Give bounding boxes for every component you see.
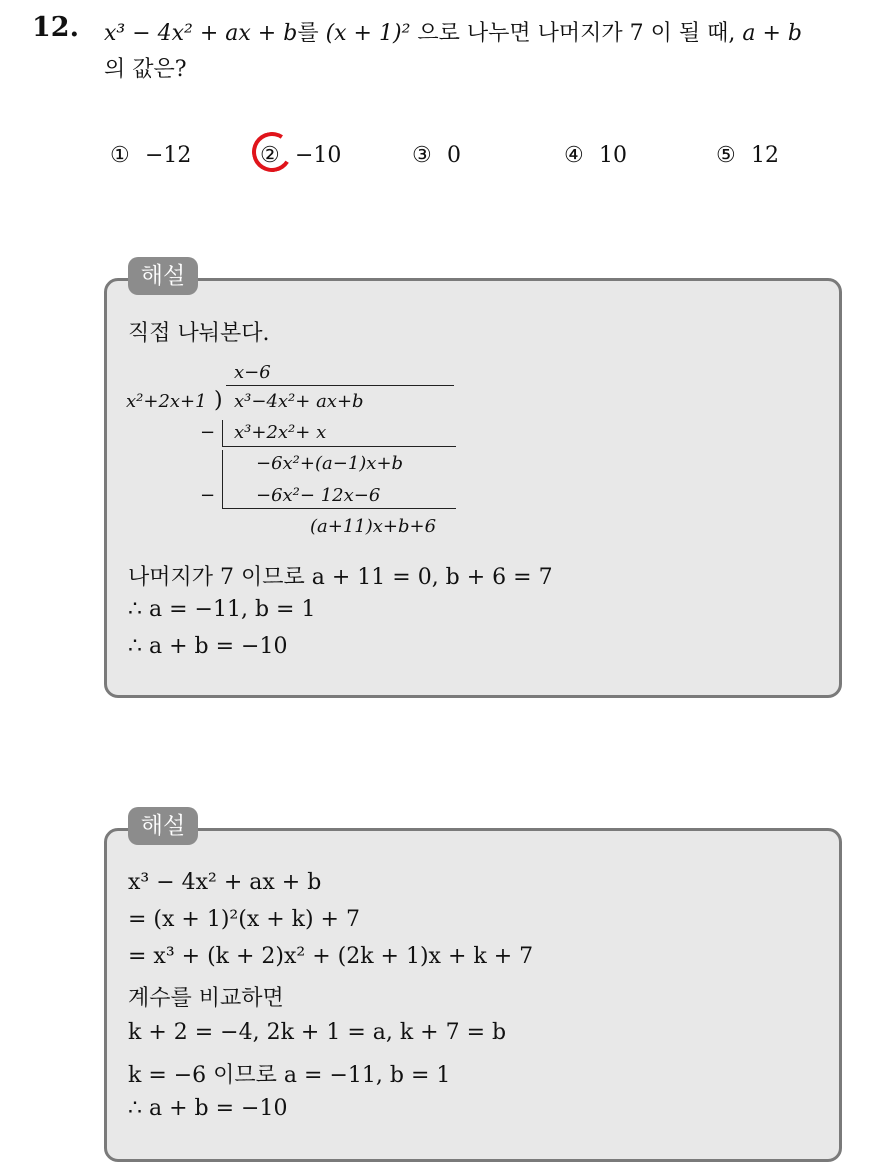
question-text-line2: 의 값은? [104, 57, 187, 82]
division-vbar-2 [222, 450, 223, 508]
solution2-line-6: k = −6 이므로 a = −11, b = 1 [128, 1063, 451, 1088]
division-row2: −6x²+(a−1)x+b [256, 453, 404, 474]
solution2-line-5: k + 2 = −4, 2k + 1 = a, k + 7 = b [128, 1020, 507, 1045]
choice-value: −12 [145, 143, 192, 168]
solution1-line-3: ∴ a + b = −10 [128, 634, 288, 659]
division-bracket: ) [214, 388, 223, 413]
division-dividend: x³−4x²+ ax+b [234, 391, 364, 412]
choice-1[interactable] [110, 143, 191, 168]
question-number: 12. [32, 12, 79, 43]
division-bar-1 [222, 446, 456, 447]
division-row1: x³+2x²+ x [234, 422, 327, 443]
choice-5[interactable] [716, 143, 779, 168]
question-target: a + b [742, 21, 802, 46]
solution-tab-1: 해설 [128, 257, 198, 295]
division-divisor: x²+2x+1 [126, 391, 207, 412]
choice-value: −10 [295, 143, 342, 168]
solution2-line-4: 계수를 비교하면 [128, 986, 284, 1011]
choice-marker: ① [110, 143, 130, 168]
division-minus-1: − [200, 422, 216, 443]
solution1-intro: 직접 나눠본다. [128, 321, 270, 346]
question-particle: 를 [297, 21, 326, 46]
choice-marker: ④ [564, 143, 584, 168]
choice-marker: ③ [412, 143, 432, 168]
division-row3: −6x²− 12x−6 [256, 485, 381, 506]
solution2-line-3: = x³ + (k + 2)x² + (2k + 1)x + k + 7 [128, 944, 534, 969]
answer-circle-mark [248, 128, 295, 175]
question-divisor: (x + 1)² [325, 21, 411, 46]
solution-tab-2: 해설 [128, 807, 198, 845]
solution2-line-7: ∴ a + b = −10 [128, 1096, 288, 1121]
division-minus-2: − [200, 485, 216, 506]
solution2-line-1: x³ − 4x² + ax + b [128, 870, 322, 895]
division-quotient: x−6 [234, 362, 271, 383]
division-vbar-1 [222, 420, 223, 446]
division-bar-2 [222, 508, 456, 509]
division-bar-top [226, 385, 454, 386]
question-text-line1 [104, 16, 802, 47]
question-polynomial: x³ − 4x² + ax + b [104, 21, 298, 46]
choice-value: 12 [751, 143, 779, 168]
division-remainder: (a+11)x+b+6 [310, 516, 437, 537]
choice-value: 10 [599, 143, 627, 168]
choice-3[interactable] [412, 143, 461, 168]
solution1-line-1: 나머지가 7 이므로 a + 11 = 0, b + 6 = 7 [128, 565, 553, 590]
solution1-line-2: ∴ a = −11, b = 1 [128, 597, 316, 622]
choice-4[interactable] [564, 143, 627, 168]
solution2-line-2: = (x + 1)²(x + k) + 7 [128, 907, 360, 932]
question-condition: 으로 나누면 나머지가 7 이 될 때, [410, 21, 743, 46]
choice-value: 0 [447, 143, 461, 168]
choice-marker: ⑤ [716, 143, 736, 168]
choice-marker: ② [260, 143, 280, 168]
